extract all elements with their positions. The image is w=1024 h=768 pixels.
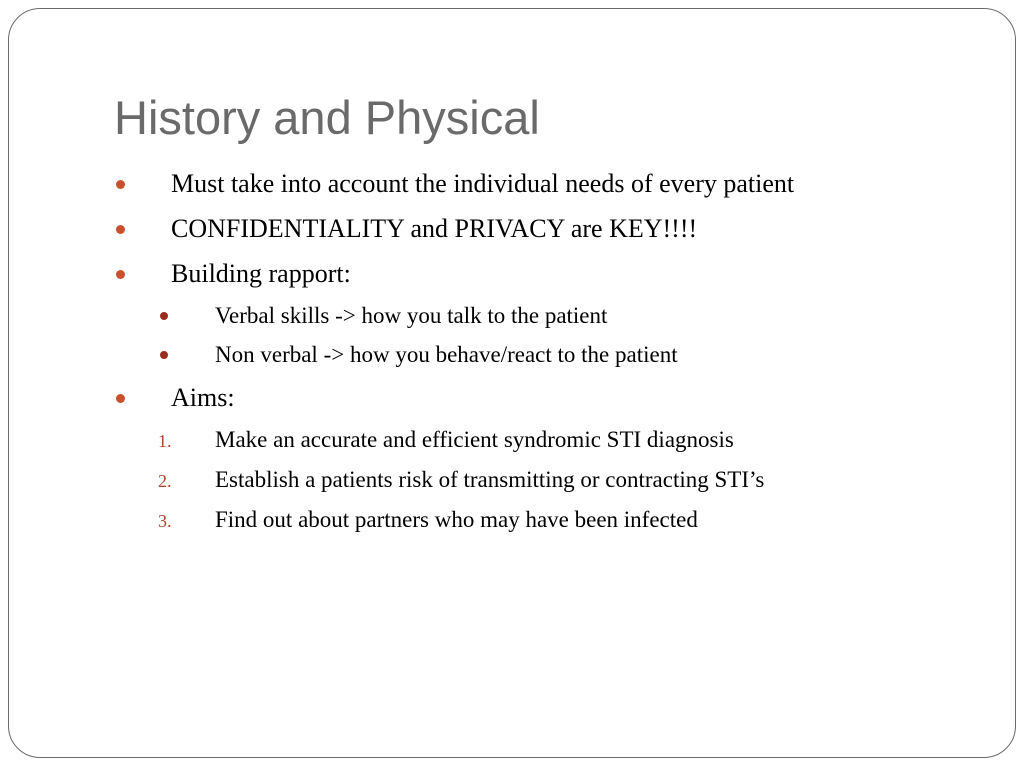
- bullet-dot-icon: [116, 394, 125, 403]
- item-number: 2.: [158, 471, 172, 491]
- slide-title: History and Physical: [114, 91, 540, 144]
- sub-bullet-text: Non verbal -> how you behave/react to the patient: [215, 342, 678, 367]
- bullet-dot-icon: [116, 270, 125, 279]
- sub-bullet-text: Verbal skills -> how you talk to the patient: [215, 303, 608, 328]
- bullet-text: CONFIDENTIALITY and PRIVACY are KEY!!!!: [171, 214, 698, 243]
- bullet-dot-icon: [116, 180, 125, 189]
- bullet-text: Building rapport:: [171, 259, 351, 288]
- item-number: 3.: [158, 511, 172, 531]
- sub-bullet-dot-icon: [160, 351, 168, 359]
- numbered-item-text: Make an accurate and efficient syndromic STI diagnosis: [215, 427, 734, 452]
- sub-bullet-dot-icon: [160, 312, 168, 320]
- bullet-text: Must take into account the individual needs of every patient: [171, 169, 795, 198]
- numbered-item-text: Find out about partners who may have been infected: [215, 507, 698, 532]
- numbered-item-text: Establish a patients risk of transmitting or contracting STI’s: [215, 467, 765, 492]
- bullet-dot-icon: [116, 225, 125, 234]
- item-number: 1.: [158, 431, 172, 451]
- aims-heading: Aims:: [171, 383, 235, 412]
